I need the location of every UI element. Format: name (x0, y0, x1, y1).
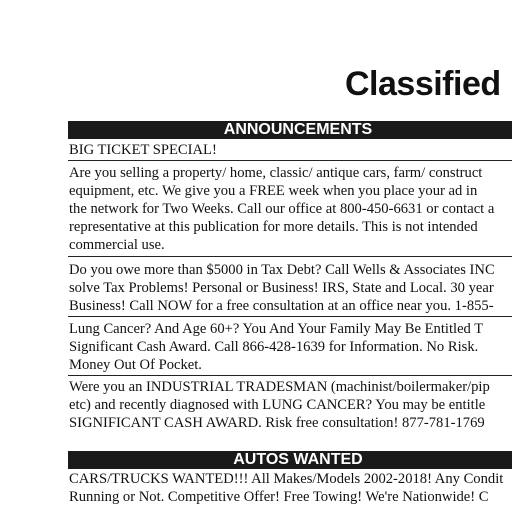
section-header-autos-wanted (68, 451, 512, 469)
ad-line: SIGNIFICANT CASH AWARD. Risk free consultation! 877-781-1769 (69, 415, 485, 431)
ad-line: equipment, etc. We give you a FREE week when you place your ad in (69, 183, 478, 199)
ad-line: Are you selling a property/ home, classic/ antique cars, farm/ construct (69, 165, 483, 181)
ad-line: Lung Cancer? And Age 60+? You And Your Family May Be Entitled T (69, 321, 484, 337)
ad-line: Running or Not. Competitive Offer! Free Towing! We're Nationwide! C (69, 489, 489, 505)
classified-ad (69, 164, 512, 254)
page-title: Classified (345, 65, 501, 103)
ad-line: Business! Call NOW for a free consultation at an office near you. 1-855- (69, 298, 494, 314)
section-heading: ANNOUNCEMENTS (223, 121, 373, 138)
ad-line: the network for Two Weeks. Call our office at 800-450-6631 or contact a (69, 201, 495, 217)
ad-line: Were you an INDUSTRIAL TRADESMAN (machinist/boilermaker/pip (69, 379, 490, 395)
ad-line: CARS/TRUCKS WANTED!!! All Makes/Models 2002-2018! Any Condit (69, 471, 504, 487)
ad-line: commercial use. (69, 237, 165, 253)
ad-line: solve Tax Problems! Personal or Business! IRS, State and Local. 30 year (69, 280, 494, 296)
ad-divider (68, 256, 512, 257)
classified-ad (69, 470, 512, 506)
ad-line: Money Out Of Pocket. (69, 357, 202, 373)
ad-line: representative at this publication for more details. This is not intended (69, 219, 478, 235)
ad-line: BIG TICKET SPECIAL! (69, 142, 217, 158)
ad-divider (68, 375, 512, 376)
section-heading: AUTOS WANTED (233, 451, 363, 468)
classified-ad (69, 141, 512, 159)
ad-divider (68, 160, 512, 161)
ad-line: Do you owe more than $5000 in Tax Debt? Call Wells & Associates INC (69, 262, 495, 278)
section-header-announcements (68, 121, 512, 139)
ad-line: Significant Cash Award. Call 866-428-1639 for Information. No Risk. (69, 339, 479, 355)
ad-line: etc) and recently diagnosed with LUNG CANCER? You may be entitle (69, 397, 486, 413)
classified-ad (69, 378, 512, 432)
classified-ad (69, 320, 512, 374)
classified-ad (69, 261, 512, 315)
ad-divider (68, 316, 512, 317)
